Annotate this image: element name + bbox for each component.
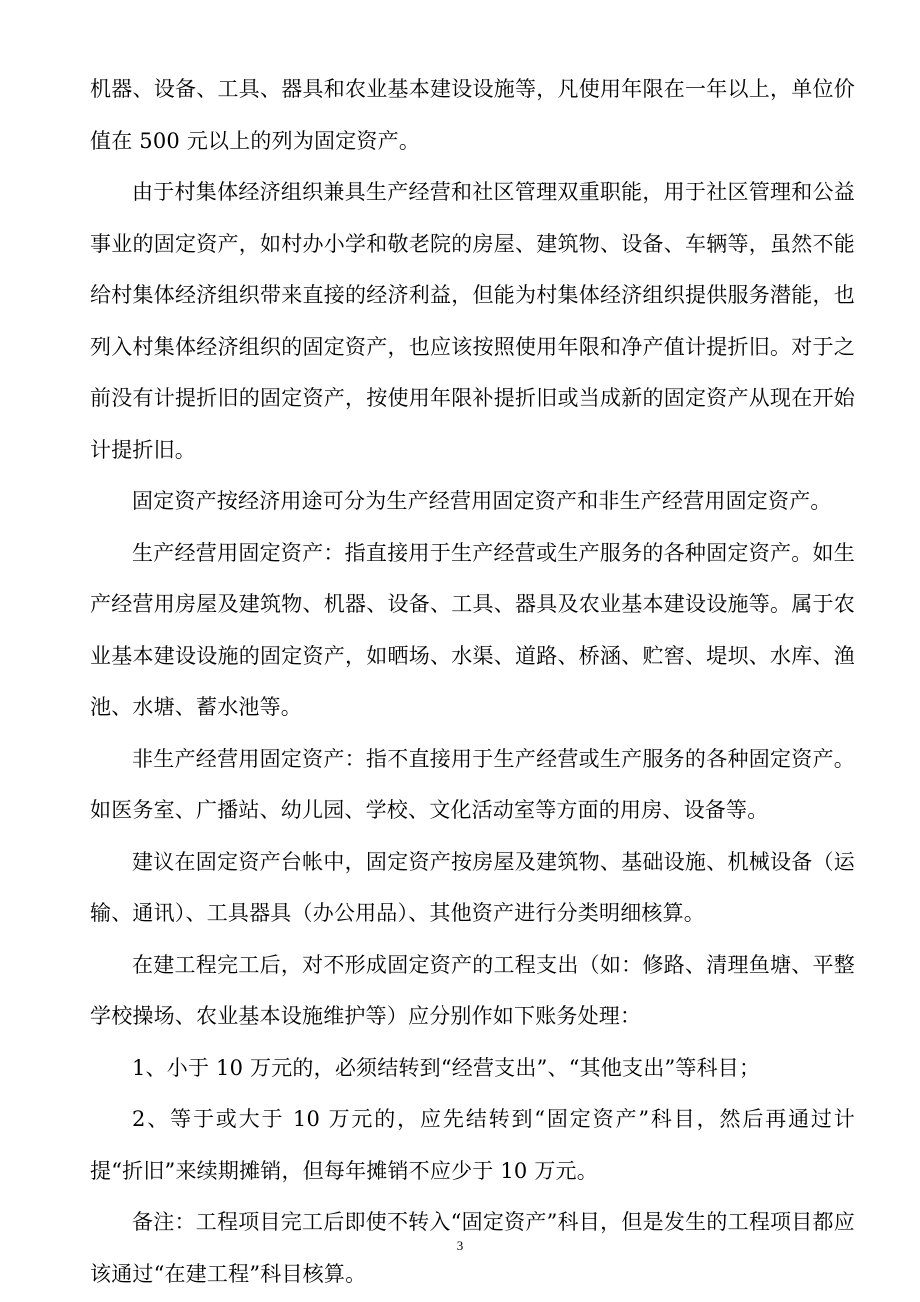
page-number: 3 bbox=[456, 1238, 464, 1253]
paragraph-non-production-assets: 非生产经营用固定资产：指不直接用于生产经营或生产服务的各种固定资产。如医务室、广播站、幼儿园、学校、文化活动室等方面的用房、设备等。 bbox=[90, 746, 855, 822]
paragraph-classification: 固定资产按经济用途可分为生产经营用固定资产和非生产经营用固定资产。 bbox=[132, 489, 832, 513]
paragraph-ledger-suggestion: 建议在固定资产台帐中，固定资产按房屋及建筑物、基础设施、机械设备（运输、通讯）、工具器具（办公用品）、其他资产进行分类明细核算。 bbox=[90, 849, 855, 925]
paragraph-production-assets: 生产经营用固定资产：指直接用于生产经营或生产服务的各种固定资产。如生产经营用房屋及建筑物、机器、设备、工具、器具及农业基本建设设施等。属于农业基本建设设施的固定资产，如晒场、水渠、道路、桥涵、贮窖、堤坝、水库、渔池、水塘、蓄水池等。 bbox=[90, 540, 855, 719]
paragraph-dual-function-assets: 由于村集体经济组织兼具生产经营和社区管理双重职能，用于社区管理和公益事业的固定资产，如村办小学和敬老院的房屋、建筑物、设备、车辆等，虽然不能给村集体经济组织带来直接的经济利益，但能为村集体经济组织提供服务潜能，也列入村集体经济组织的固定资产，也应该按照使用年限和净产值计提折旧。对于之前没有计提折旧的固定资产，按使用年限补提折旧或当成新的固定资产从现在开始计提折旧。 bbox=[90, 180, 855, 462]
document-body bbox=[90, 64, 855, 1300]
list-item-over-100k: 2、等于或大于 10 万元的，应先结转到“固定资产”科目，然后再通过计提“折旧”来续期摊销，但每年摊销不应少于 10 万元。 bbox=[90, 1107, 855, 1183]
paragraph-remark: 备注：工程项目完工后即使不转入“固定资产”科目，但是发生的工程项目都应该通过“在建工程”科目核算。 bbox=[90, 1210, 855, 1286]
paragraph-continued: 机器、设备、工具、器具和农业基本建设设施等，凡使用年限在一年以上，单位价值在 500 元以上的列为固定资产。 bbox=[90, 77, 855, 153]
list-item-under-100k: 1、小于 10 万元的，必须结转到“经营支出”、“其他支出”等科目； bbox=[132, 1055, 761, 1080]
paragraph-construction-completion: 在建工程完工后，对不形成固定资产的工程支出（如：修路、清理鱼塘、平整学校操场、农业基本设施维护等）应分别作如下账务处理： bbox=[90, 952, 855, 1028]
